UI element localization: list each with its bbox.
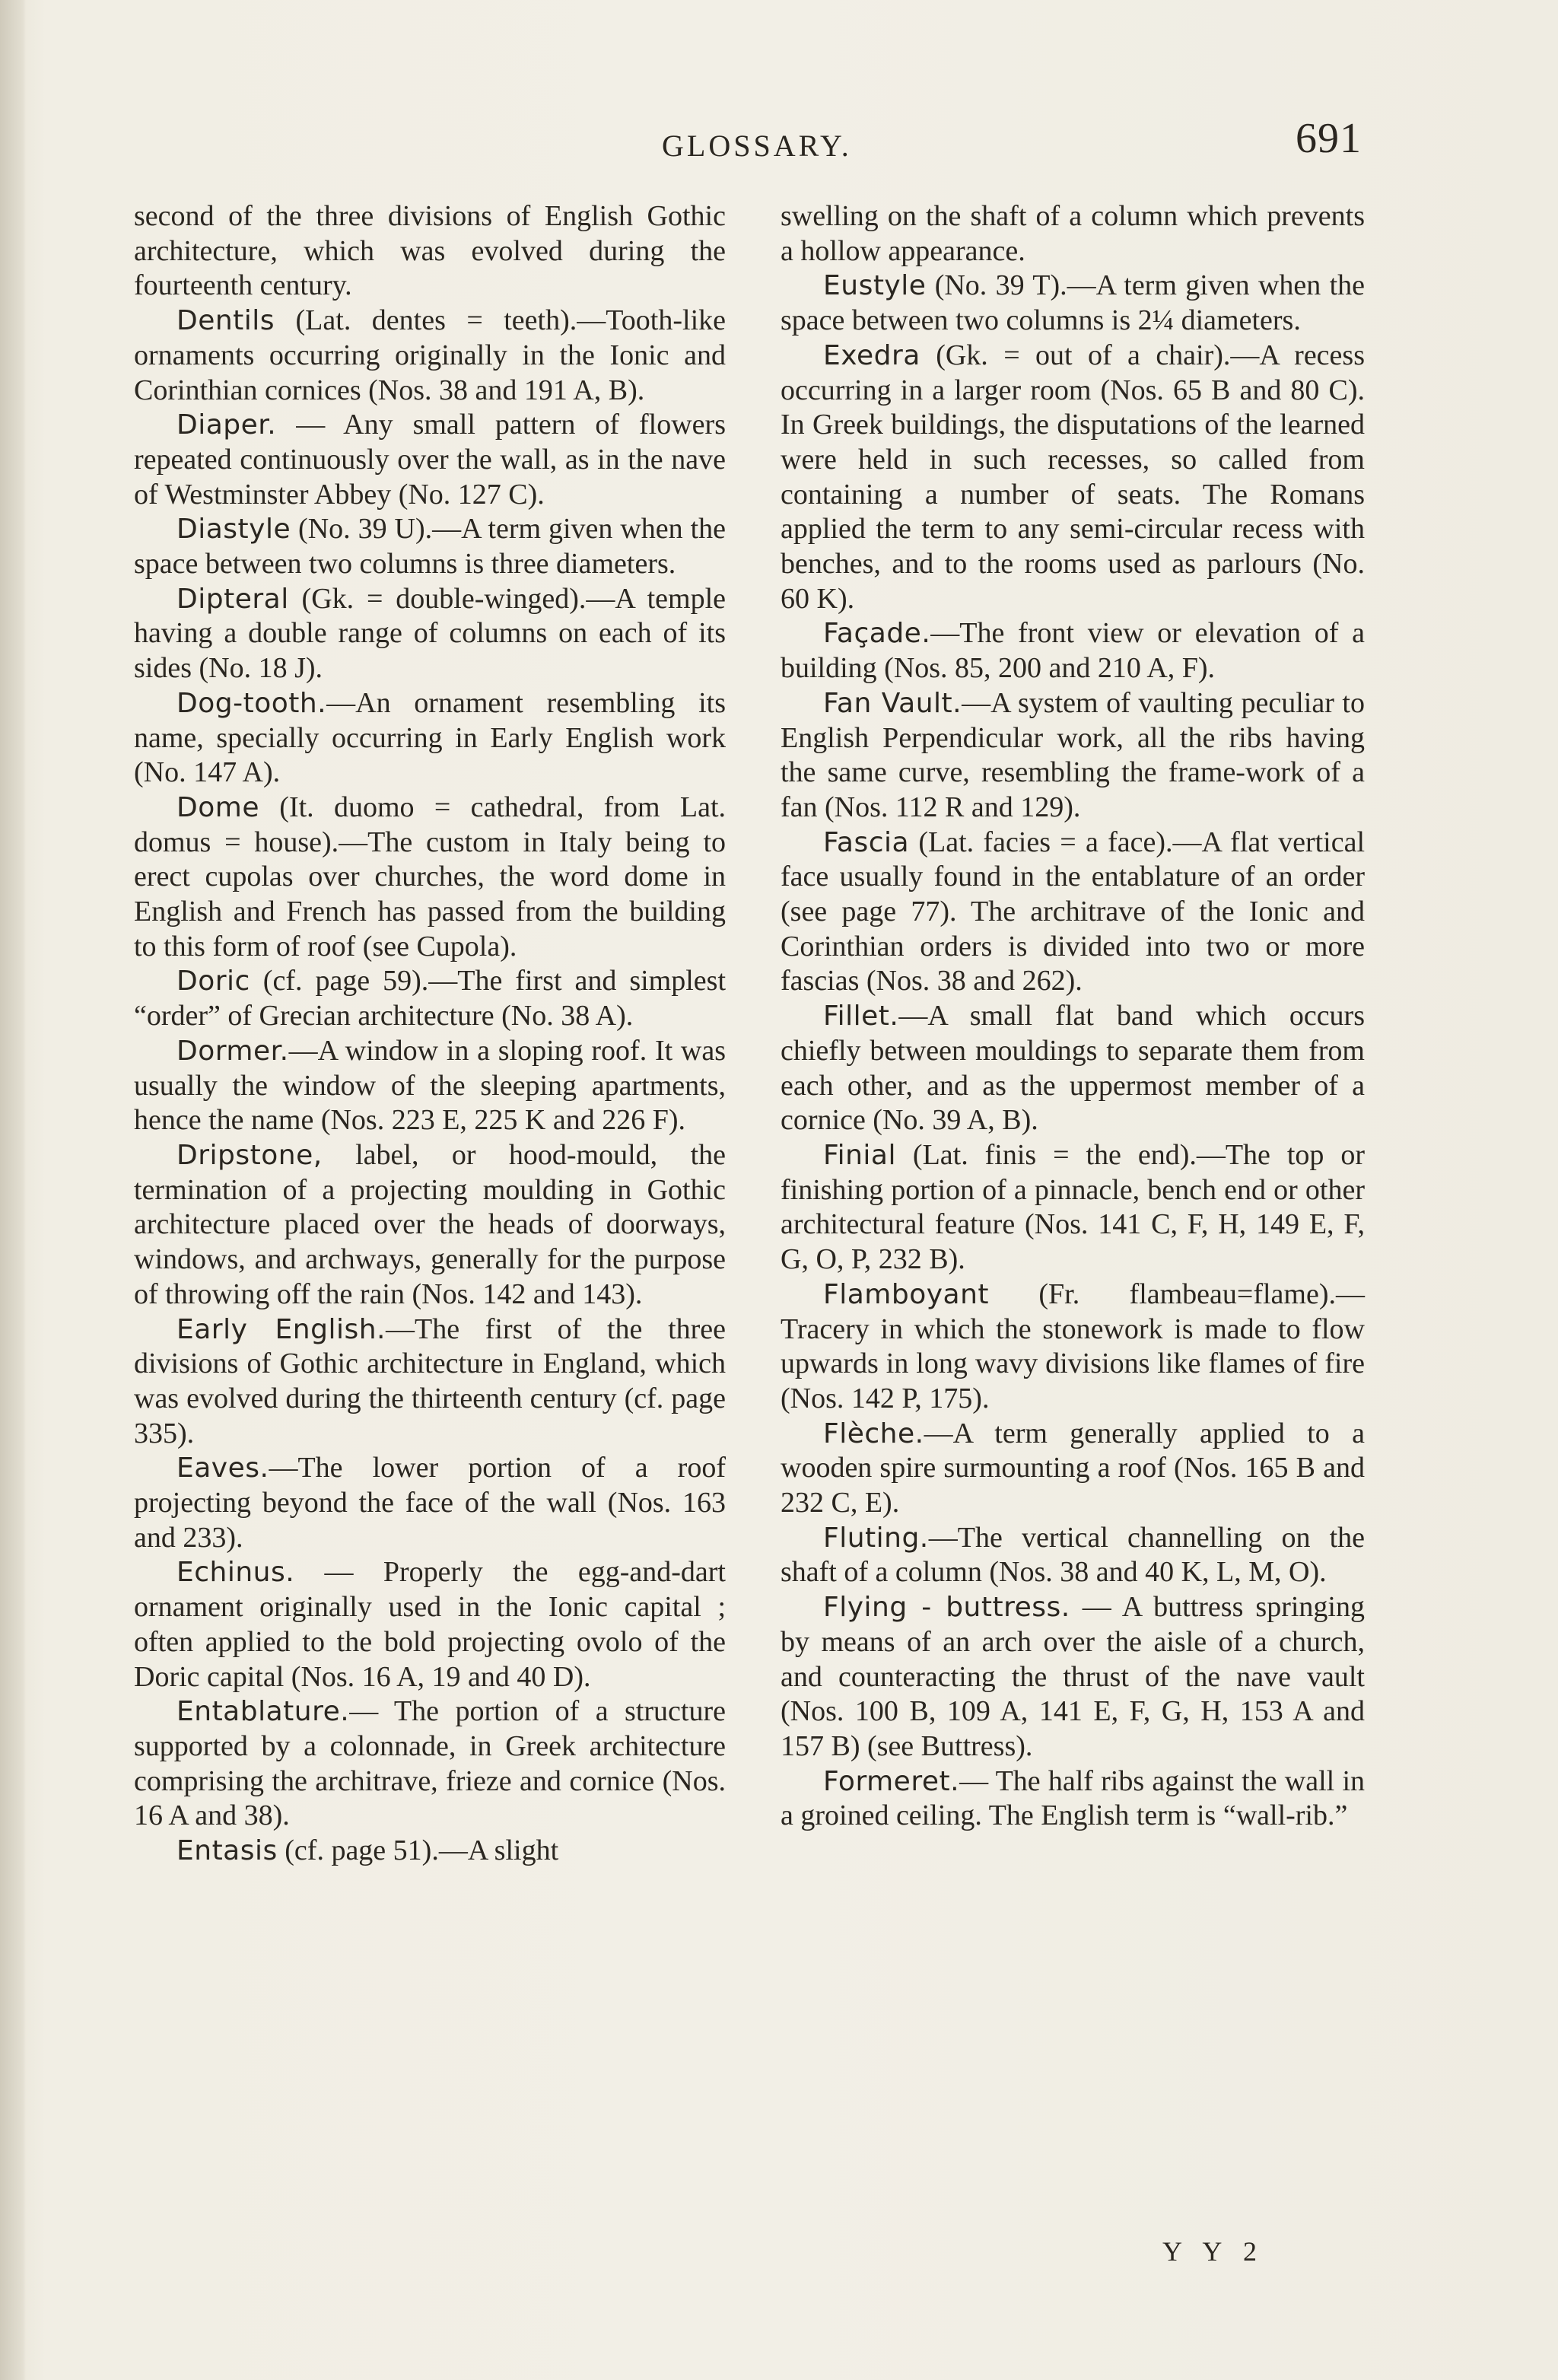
glossary-entry [134,199,726,304]
entry-definition: (Fr. flambeau=flame).—Tracery in which the stonework is made to flow upwards in long wavy divisions like flames of fire (Nos. 142 P, 175). [781,1278,1365,1414]
entry-definition: —The lower portion of a roof projecting beyond the face of the wall (Nos. 163 and 233). [134,1452,726,1554]
entry-definition: — A buttress springing by means of an arch over the aisle of a church, and counteracting the thrust of the nave vault (Nos. 100 B, 109 A, 141 E, F, G, H, 153 A and 157 B) (see Buttress). [781,1591,1365,1762]
entry-term: Fan Vault. [823,687,962,719]
signature-mark: Y Y 2 [1162,2236,1264,2267]
glossary-entry [781,1764,1365,1834]
entry-term: Early English. [176,1313,386,1345]
entry-term: Dog-tooth. [176,687,327,719]
entry-term: Entasis [176,1835,278,1867]
entry-term: Flying - buttress. [823,1592,1070,1624]
binding-shadow [0,0,26,2380]
entry-definition: label, or hood-mould, the termination of a projecting moulding in Gothic architecture placed over the heads of doorways, windows, and archways, generally for the purpose of throwing off the rain (Nos. 142 and 143). [134,1138,726,1310]
entry-term: Flamboyant [823,1278,990,1310]
page-number: 691 [1296,115,1362,162]
entry-definition: — The portion of a structure supported by a colonnade, in Greek architecture comprising the architrave, frieze and cornice (Nos. 16 A and 38). [134,1695,726,1832]
entry-definition: —A window in a sloping roof. It was usually the window of the sleeping apartments, hence the name (Nos. 223 E, 225 K and 226 F). [134,1034,726,1137]
entry-definition: —A small flat band which occurs chiefly between mouldings to separate them from each other, and as the uppermost member of a cornice (No. 39 A, B). [781,1000,1365,1137]
right-column [781,199,1365,1834]
left-column [134,199,726,1869]
entry-definition: (No. 39 U).—A term given when the space between two columns is three diameters. [134,513,726,581]
entry-term: Diaper. [176,409,277,441]
entry-term: Exedra [823,339,920,371]
glossary-entry [781,686,1365,826]
glossary-entry [134,582,726,686]
entry-definition: (cf. page 59).—The first and simplest “order” of Grecian architecture (No. 38 A). [134,965,726,1032]
entry-definition: (Gk. = double-winged).—A temple having a double range of columns on each of its sides (No. 18 J). [134,582,726,685]
running-title: GLOSSARY. [662,129,852,163]
glossary-entry [134,1694,726,1834]
glossary-entry [781,826,1365,1000]
entry-definition: —The front view or elevation of a building (Nos. 85, 200 and 210 A, F). [781,617,1365,685]
entry-term: Diastyle [176,514,291,546]
entry-term: Fascia [823,826,910,858]
glossary-entry [781,999,1365,1138]
glossary-entry [781,1590,1365,1764]
entry-term: Eustyle [823,270,927,302]
entry-definition: (cf. page 51).—A slight [277,1834,559,1867]
page-header [129,114,1392,175]
entry-definition: (Lat. finis = the end).—The top or finishing portion of a pinnacle, bench end or other architectural feature (Nos. 141 C, F, H, 149 E, F, G, O, P, 232 B). [781,1138,1365,1276]
entry-term: Fluting. [823,1522,929,1554]
glossary-entry [134,1834,726,1869]
entry-definition: —A system of vaulting peculiar to English Perpendicular work, all the ribs having the same curve, resembling the frame-work of a fan (Nos. 112 R and 129). [781,686,1365,823]
entry-term: Formeret. [823,1765,960,1797]
entry-definition: (It. duomo = cathedral, from Lat. domus = house).—The custom in Italy being to erect cupolas over churches, the word dome in English and French has passed from the building to this form of roof (see Cupola). [134,791,726,963]
entry-definition: second of the three divisions of English Gothic architecture, which was evolved during the fourteenth century. [134,200,726,302]
glossary-entry [134,1138,726,1312]
glossary-entry [781,1278,1365,1417]
glossary-entry [134,686,726,791]
glossary-entry [134,1312,726,1452]
glossary-entry [134,408,726,512]
glossary-entry [781,199,1365,269]
entry-term: Finial [823,1139,896,1171]
entry-definition: (Lat. facies = a face).—A flat vertical face usually found in the entablature of an order (see page 77). The architrave of the Ionic and Corinthian orders is divided into two or more fascias (Nos. 38 and 262). [781,826,1365,998]
entry-term: Dentils [176,305,275,337]
glossary-entry [781,616,1365,686]
entry-definition: —An ornament resembling its name, specially occurring in Early English work (No. 147 A). [134,686,726,789]
glossary-entry [134,304,726,408]
glossary-entry [781,339,1365,617]
entry-term: Dome [176,791,259,823]
glossary-entry [134,1555,726,1694]
entry-definition: —The first of the three divisions of Gothic architecture in England, which was evolved during the thirteenth century (cf. page 335). [134,1312,727,1449]
entry-term: Dormer. [176,1035,289,1067]
entry-term: Eaves. [176,1452,269,1484]
entry-definition: —A term generally applied to a wooden spire surmounting a roof (Nos. 165 B and 232 C, E). [781,1417,1365,1519]
entry-term: Dripstone, [176,1139,323,1171]
glossary-entry [134,1451,726,1555]
entry-term: Dipteral [176,583,289,615]
entry-term: Flèche. [823,1418,924,1449]
glossary-entry [781,269,1365,338]
entry-definition: swelling on the shaft of a column which prevents a hollow appearance. [781,200,1365,267]
glossary-entry [134,512,726,581]
glossary-entry [134,1034,726,1138]
entry-definition: —The vertical channelling on the shaft of a column (Nos. 38 and 40 K, L, M, O). [781,1521,1365,1589]
entry-term: Echinus. [176,1557,295,1589]
glossary-entry [781,1521,1365,1590]
entry-definition: (Gk. = out of a chair).—A recess occurring in a larger room (Nos. 65 B and 80 C). In Greek buildings, the disputations of the learned were held in such recesses, so called from containing a number of seats. The Romans applied the term to any semi-circular recess with benches, and to the rooms used as parlours (No. 60 K). [781,339,1365,615]
entry-term: Fillet. [823,1001,899,1032]
glossary-entry [781,1138,1365,1278]
entry-term: Entablature. [176,1696,350,1728]
glossary-entry [134,791,726,965]
entry-definition: — Properly the egg-and-dart ornament originally used in the Ionic capital ; often applied to the bold projecting ovolo of the Doric capital (Nos. 16 A, 19 and 40 D). [134,1556,726,1693]
entry-definition: (No. 39 T).—A term given when the space between two columns is 2¼ diameters. [781,269,1365,337]
glossary-entry [134,964,726,1033]
entry-definition: — The half ribs against the wall in a groined ceiling. The English term is “wall-rib.” [781,1764,1365,1832]
entry-term: Façade. [823,618,931,650]
glossary-entry [781,1417,1365,1521]
entry-definition: — Any small pattern of flowers repeated continuously over the wall, as in the nave of Westminster Abbey (No. 127 C). [134,409,726,511]
entry-term: Doric [176,966,250,998]
entry-definition: (Lat. dentes = teeth).—Tooth-like ornaments occurring originally in the Ionic and Corinthian cornices (Nos. 38 and 191 A, B). [134,304,726,406]
